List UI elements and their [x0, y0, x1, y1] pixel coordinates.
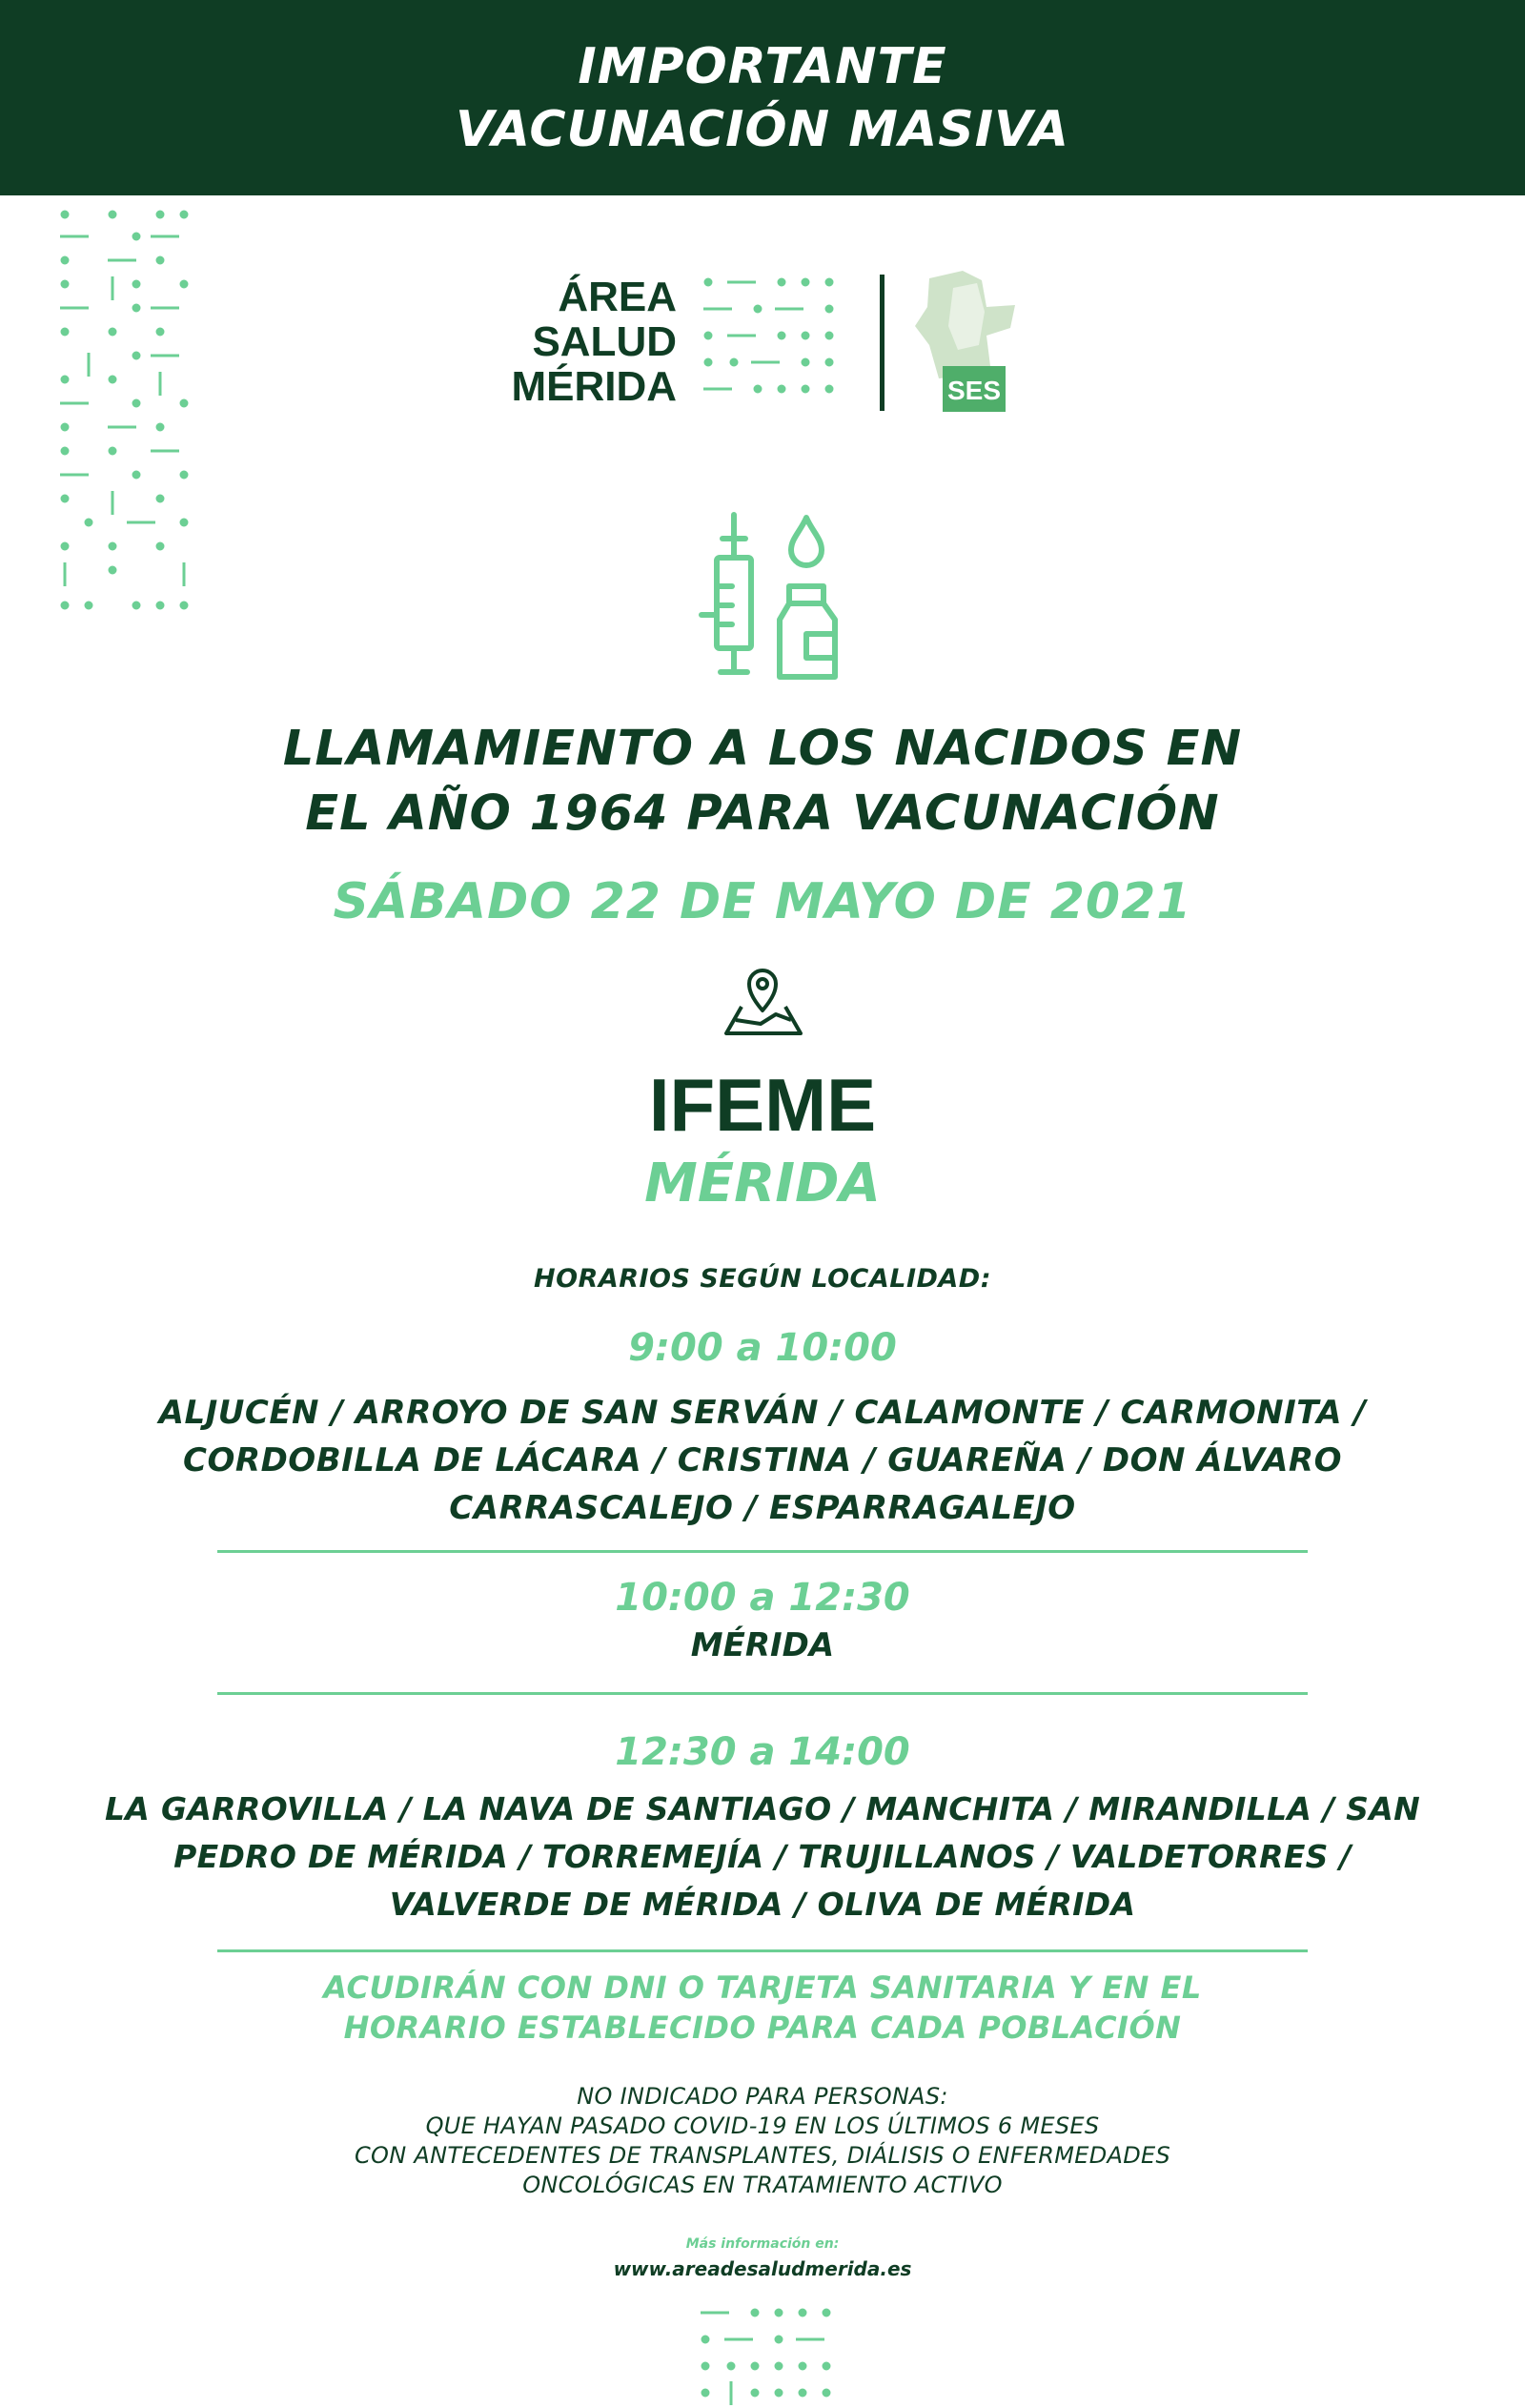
disclaimer-line-1: NO INDICADO PARA PERSONAS:	[577, 2083, 948, 2110]
logo-line-1: ÁREA	[558, 274, 677, 320]
divider-3	[217, 1949, 1308, 1952]
slot-3-line-1: LA GARROVILLA / LA NAVA DE SANTIAGO / MANCHITA / MIRANDILLA / SAN	[104, 1790, 1420, 1827]
top-banner	[0, 0, 1525, 195]
dot-pattern-top-left	[55, 205, 198, 624]
banner-line-2: VACUNACIÓN MASIVA	[456, 100, 1069, 158]
banner-line-1: IMPORTANTE	[578, 37, 947, 95]
slot-3-line-3: VALVERDE DE MÉRIDA / OLIVA DE MÉRIDA	[389, 1886, 1136, 1923]
slot-1-localities	[0, 1389, 1525, 1532]
slot-1-time: 9:00 a 10:00	[628, 1326, 897, 1370]
logo-dot-pattern	[701, 275, 844, 413]
event-date: SÁBADO 22 DE MAYO DE 2021	[333, 873, 1192, 930]
syringe-vial-icon	[694, 510, 846, 691]
slot-1-line-2: CORDOBILLA DE LÁCARA / CRISTINA / GUAREÑA / DON ÁLVARO	[183, 1441, 1342, 1479]
more-info-label: Más información en:	[685, 2236, 840, 2252]
disclaimer	[0, 2082, 1525, 2200]
slot-2-line-1: MÉRIDA	[690, 1626, 835, 1664]
requirement-line-1: ACUDIRÁN CON DNI O TARJETA SANITARIA Y EN EL	[323, 1969, 1202, 2006]
logo-line-2: SALUD	[532, 318, 677, 365]
slot-1-line-3: CARRASCALEJO / ESPARRAGALEJO	[449, 1489, 1076, 1527]
requirement-line-2: HORARIO ESTABLECIDO PARA CADA POBLACIÓN	[343, 2010, 1182, 2046]
slot-2-localities	[0, 1622, 1525, 1668]
disclaimer-line-2: QUE HAYAN PASADO COVID-19 EN LOS ÚLTIMOS 6 MESES	[425, 2112, 1100, 2139]
disclaimer-line-3: CON ANTECEDENTES DE TRANSPLANTES, DIÁLISIS O ENFERMEDADES	[354, 2142, 1170, 2169]
slot-3-time: 12:30 a 14:00	[615, 1730, 910, 1774]
ses-logo	[910, 269, 1025, 414]
slot-3-line-2: PEDRO DE MÉRIDA / TORREMEJÍA / TRUJILLANOS / VALDETORRES /	[173, 1838, 1352, 1875]
disclaimer-line-4: ONCOLÓGICAS EN TRATAMIENTO ACTIVO	[522, 2172, 1003, 2198]
website-link[interactable]: www.areadesaludmerida.es	[613, 2257, 912, 2280]
venue-name: IFEME	[648, 1063, 877, 1147]
logo-divider	[880, 275, 884, 411]
ses-logo-label: SES	[946, 376, 1002, 405]
map-pin-icon	[722, 965, 804, 1037]
slot-2-time: 10:00 a 12:30	[615, 1576, 910, 1620]
slot-1-line-1: ALJUCÉN / ARROYO DE SAN SERVÁN / CALAMONTE / CARMONITA /	[158, 1394, 1367, 1432]
slot-3-localities	[0, 1786, 1525, 1928]
divider-2	[217, 1692, 1308, 1695]
dot-pattern-bottom	[698, 2305, 836, 2408]
area-salud-logo-text	[496, 275, 677, 409]
headline-line-1: LLAMAMIENTO A LOS NACIDOS EN	[282, 721, 1243, 777]
requirement-note	[0, 1968, 1525, 2048]
headline-line-2: EL AÑO 1964 PARA VACUNACIÓN	[305, 786, 1220, 842]
divider-1	[217, 1550, 1308, 1553]
venue-city: MÉRIDA	[644, 1153, 881, 1214]
schedule-title: HORARIOS SEGÚN LOCALIDAD:	[533, 1264, 992, 1294]
logo-line-3: MÉRIDA	[511, 363, 677, 410]
headline	[0, 717, 1525, 847]
